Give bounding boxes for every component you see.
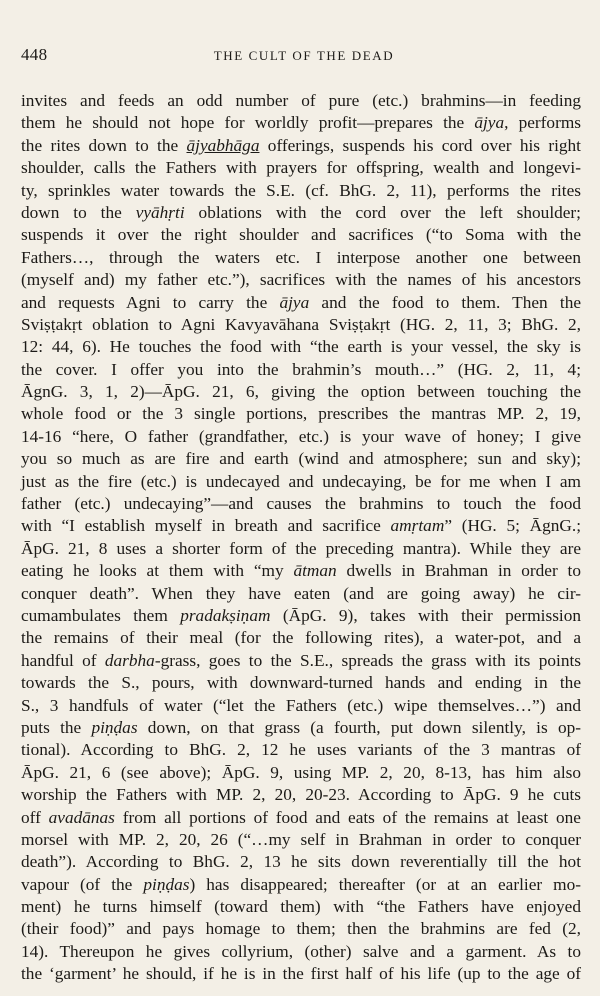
text-line: tional). According to BhG. 2, 12 he uses variants of the 3 mantras of bbox=[21, 740, 581, 760]
text-line: 14). Thereupon he gives collyrium, (other) salve and a garment. As to bbox=[21, 941, 581, 961]
text-line: 12: 44, 6). He touches the food with “the earth is your vessel, the sky is bbox=[21, 337, 581, 357]
text-line: S., 3 handfuls of water (“let the Fathers (etc.) wipe themselves…”) and bbox=[21, 695, 581, 715]
text-line: shoulder, calls the Fathers with prayers for offspring, wealth and longevi- bbox=[21, 158, 581, 178]
text-line: the ‘garment’ he should, if he is in the first half of his life (up to the age of bbox=[21, 964, 581, 984]
text-line: with “I establish myself in breath and sacrifice amṛtam” (HG. 5; ĀgnG.; bbox=[21, 516, 581, 536]
text-line: the rites down to the ājyabhāga offerings, suspends his cord over his right bbox=[21, 135, 581, 155]
text-line: puts the piṇḍas down, on that grass (a fourth, put down silently, is op- bbox=[21, 717, 581, 737]
text-line: morsel with MP. 2, 20, 26 (“…my self in Brahman in order to conquer bbox=[21, 829, 581, 849]
body-text bbox=[21, 90, 581, 986]
text-line: 14-16 “here, O father (grandfather, etc.) is your wave of honey; I give bbox=[21, 426, 581, 446]
text-line: death”). According to BhG. 2, 13 he sits down reverentially till the hot bbox=[21, 852, 581, 872]
text-line: ĀgnG. 3, 1, 2)—ĀpG. 21, 6, giving the option between touching the bbox=[21, 382, 581, 402]
text-line: worship the Fathers with MP. 2, 20, 20-23. According to ĀpG. 9 he cuts bbox=[21, 785, 581, 805]
text-line: and requests Agni to carry the ājya and the food to them. Then the bbox=[21, 292, 582, 312]
text-line: invites and feeds an odd number of pure (etc.) brahmins—in feeding bbox=[21, 91, 581, 110]
running-head: THE CULT OF THE DEAD bbox=[213, 48, 395, 63]
text-line: Fathers…, through the waters etc. I interpose another one between bbox=[21, 247, 581, 267]
text-line: just as the fire (etc.) is undecayed and undecaying, be for me when I am bbox=[21, 471, 581, 491]
text-line: the cover. I offer you into the brahmin’s mouth…” (HG. 2, 11, 4; bbox=[21, 359, 581, 379]
text-line: cumambulates them pradakṣiṇam (ĀpG. 9), takes with their permission bbox=[21, 605, 581, 625]
text-line: (their food)” and pays homage to them; then the brahmins are fed (2, bbox=[21, 919, 581, 939]
text-line: ment) he turns himself (toward them) with “the Fathers have enjoyed bbox=[21, 897, 581, 917]
page-number: 448 bbox=[21, 45, 48, 64]
text-line: off avadānas from all portions of food and eats of the remains at least one bbox=[21, 807, 581, 827]
text-line: towards the S., pours, with downward-turned hands and ending in the bbox=[21, 673, 581, 693]
text-line: vapour (of the piṇḍas) has disappeared; thereafter (or at an earlier mo- bbox=[21, 874, 581, 894]
text-line: ĀpG. 21, 8 uses a shorter form of the preceding mantra). While they are bbox=[21, 538, 581, 558]
text-line: them he should not hope for worldly profit—prepares the ājya, performs bbox=[21, 113, 581, 133]
text-line: you so much as are fire and earth (wind and atmosphere; sun and sky); bbox=[21, 449, 581, 469]
text-line: ty, sprinkles water towards the S.E. (cf. BhG. 2, 11), performs the rites bbox=[21, 180, 581, 200]
text-line: down to the vyāhṛti oblations with the cord over the left shoulder; bbox=[21, 202, 581, 222]
text-line: Sviṣṭakṛt oblation to Agni Kavyavāhana Sviṣṭakṛt (HG. 2, 11, 3; BhG. 2, bbox=[21, 314, 581, 334]
text-line: whole food or the 3 single portions, prescribes the mantras MP. 2, 19, bbox=[21, 404, 581, 424]
text-line: the remains of their meal (for the following rites), a water-pot, and a bbox=[21, 628, 581, 648]
text-line: suspends it over the right shoulder and sacrifices (“to Soma with the bbox=[21, 225, 581, 245]
text-line: (myself and) my father etc.”), sacrifices with the names of his ancestors bbox=[21, 270, 581, 290]
text-line: conquer death”. When they have eaten (and are going away) he cir- bbox=[21, 583, 581, 603]
text-line: ĀpG. 21, 6 (see above); ĀpG. 9, using MP. 2, 20, 8-13, has him also bbox=[21, 762, 581, 782]
text-line: handful of darbha-grass, goes to the S.E., spreads the grass with its points bbox=[21, 650, 581, 670]
text-line: father (etc.) undecaying”—and causes the brahmins to touch the food bbox=[21, 494, 581, 514]
text-line: eating he looks at them with “my ātman dwells in Brahman in order to bbox=[21, 561, 581, 581]
